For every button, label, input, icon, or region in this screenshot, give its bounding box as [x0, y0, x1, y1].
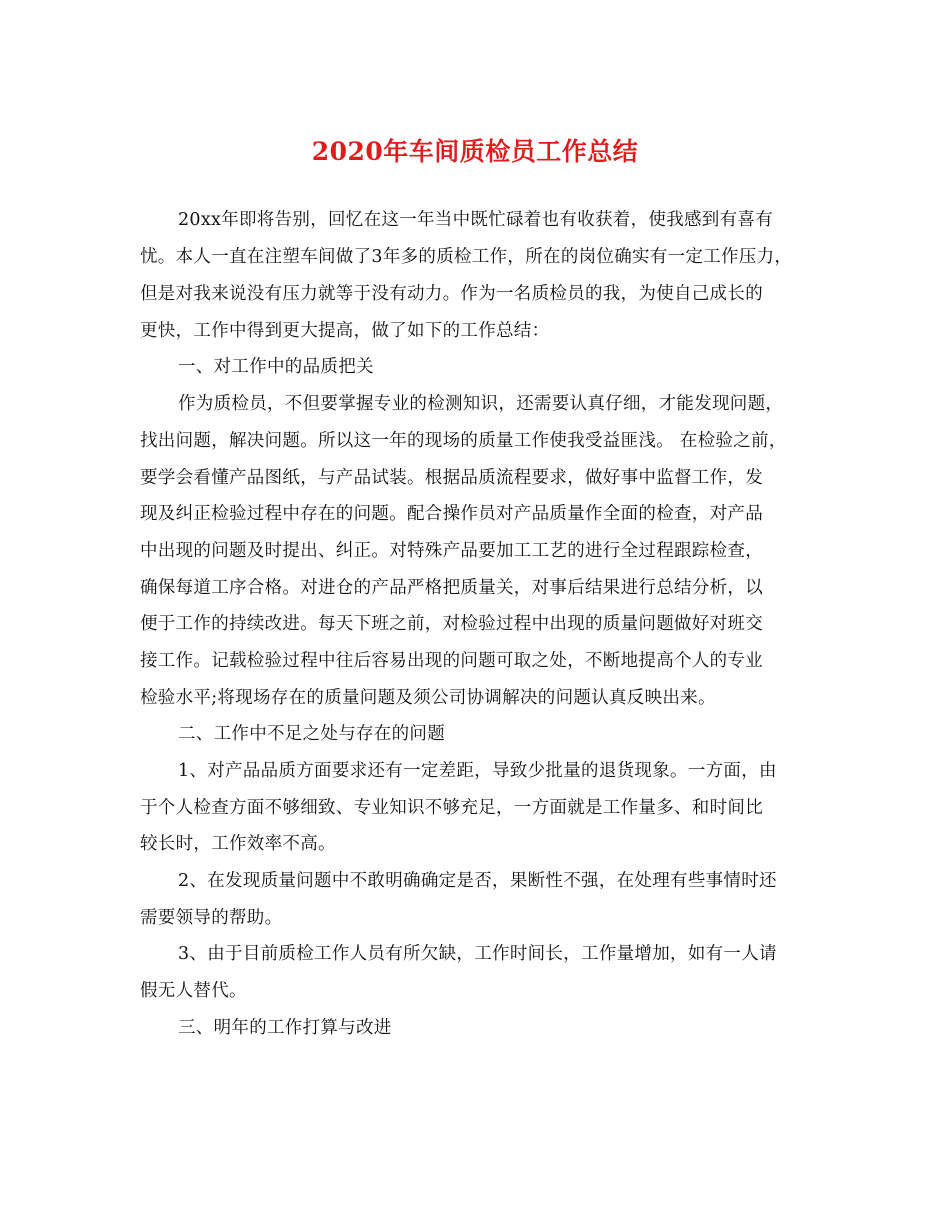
body-line: 于个人检查方面不够细致、专业知识不够充足，一方面就是工作量多、和时间比 — [140, 798, 763, 818]
section-heading: 二、工作中不足之处与存在的问题 — [178, 724, 445, 744]
body-line: 要学会看懂产品图纸，与产品试装。根据品质流程要求，做好事中监督工作，发 — [140, 468, 763, 488]
body-line: 3、由于目前质检工作人员有所欠缺，工作时间长，工作量增加，如有一人请 — [178, 944, 777, 964]
body-line: 20xx年即将告别，回忆在这一年当中既忙碌着也有收获着，使我感到有喜有 — [178, 210, 774, 230]
body-line: 确保每道工序合格。对进仓的产品严格把质量关，对事后结果进行总结分析，以 — [140, 578, 763, 598]
body-line: 找出问题，解决问题。所以这一年的现场的质量工作使我受益匪浅。 在检验之前， — [140, 431, 787, 451]
body-line: 2、在发现质量问题中不敢明确确定是否，果断性不强，在处理有些事情时还 — [178, 871, 777, 891]
body-line: 更快，工作中得到更大提高，做了如下的工作总结： — [140, 321, 550, 341]
body-line: 检验水平;将现场存在的质量问题及须公司协调解决的问题认真反映出来。 — [140, 688, 716, 708]
body-line: 中出现的问题及时提出、纠正。对特殊产品要加工工艺的进行全过程跟踪检查， — [140, 541, 763, 561]
body-line: 1、对产品品质方面要求还有一定差距，导致少批量的退货现象。一方面，由 — [178, 761, 777, 781]
body-line: 较长时，工作效率不高。 — [140, 834, 336, 854]
body-line: 便于工作的持续改进。每天下班之前，对检验过程中出现的质量问题做好对班交 — [140, 614, 763, 634]
body-line: 但是对我来说没有压力就等于没有动力。作为一名质检员的我，为使自己成长的 — [140, 284, 763, 304]
body-line: 作为质检员，不但要掌握专业的检测知识，还需要认真仔细，才能发现问题， — [178, 394, 784, 414]
document-title: 2020年车间质检员工作总结 — [311, 137, 639, 166]
body-line: 假无人替代。 — [140, 981, 247, 1001]
body-line: 现及纠正检验过程中存在的问题。配合操作员对产品质量作全面的检查，对产品 — [140, 504, 763, 524]
section-heading: 三、明年的工作打算与改进 — [178, 1018, 392, 1038]
body-line: 需要领导的帮助。 — [140, 908, 283, 928]
body-line: 接工作。记载检验过程中往后容易出现的问题可取之处，不断地提高个人的专业 — [140, 651, 763, 671]
body-line: 忧。本人一直在注塑车间做了3年多的质检工作，所在的岗位确实有一定工作压力， — [140, 247, 793, 267]
section-heading: 一、对工作中的品质把关 — [178, 357, 374, 377]
